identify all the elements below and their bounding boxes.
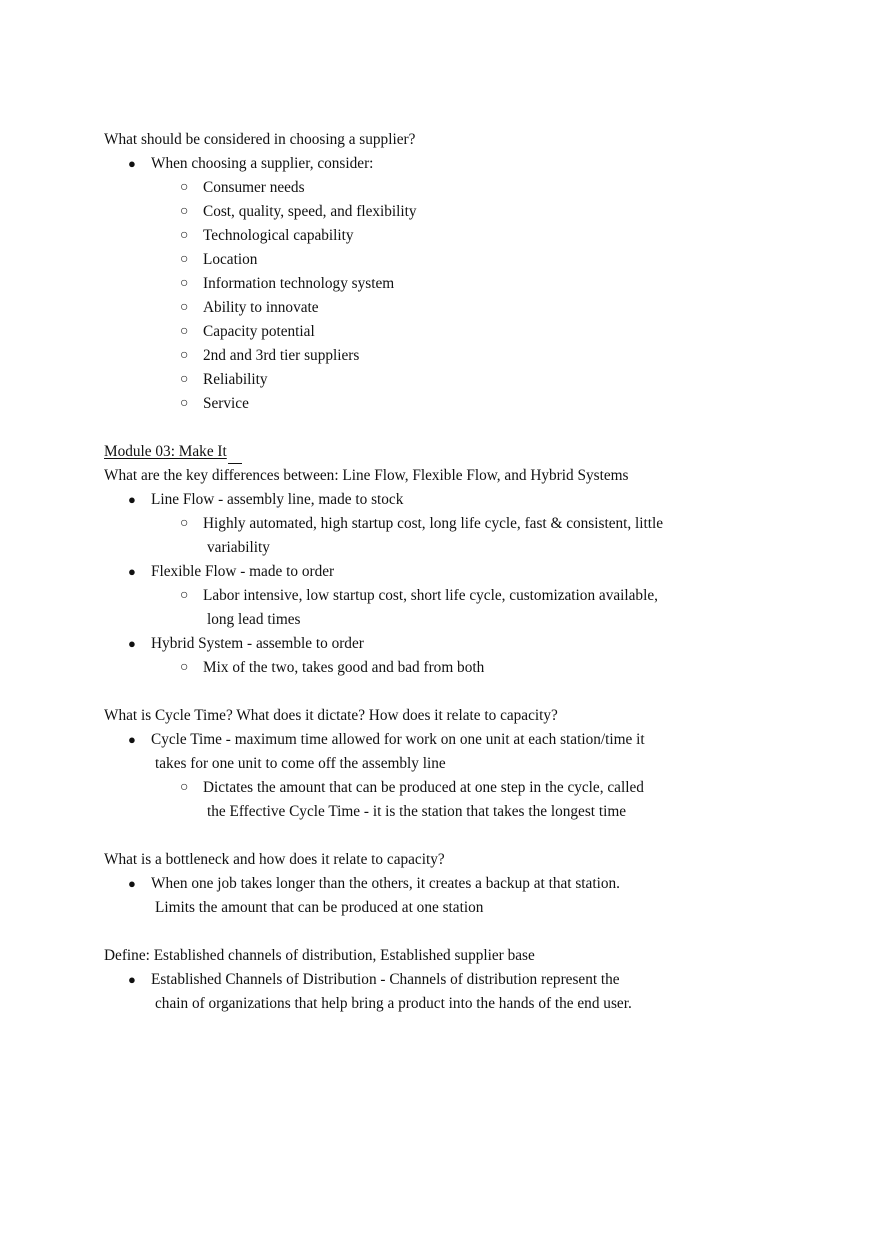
list-item: ● Hybrid System - assemble to order (104, 632, 784, 656)
list-item: ○ Highly automated, high startup cost, long life cycle, fast & consistent, little (104, 512, 784, 536)
list-item: ○ Dictates the amount that can be produced at one step in the cycle, called (104, 776, 784, 800)
supplier-criterion: Service (203, 395, 249, 412)
cycle-question: What is Cycle Time? What does it dictate? How does it relate to capacity? (104, 707, 558, 724)
list-item-continuation: the Effective Cycle Time - it is the station that takes the longest time (207, 803, 627, 820)
sub-bullet-icon: ○ (180, 252, 189, 267)
supplier-criterion: Capacity potential (203, 323, 315, 340)
supplier-criterion: Cost, quality, speed, and flexibility (203, 203, 417, 220)
underline-spacer (228, 448, 242, 464)
bullet-icon: ● (128, 156, 136, 171)
list-item-continuation: long lead times (207, 611, 301, 628)
flow-question: What are the key differences between: Line Flow, Flexible Flow, and Hybrid Systems (104, 467, 629, 484)
sub-bullet-icon: ○ (180, 276, 189, 291)
sub-bullet-icon: ○ (180, 588, 189, 603)
sub-bullet-icon: ○ (180, 396, 189, 411)
list-item (104, 224, 784, 248)
sub-bullet-icon: ○ (180, 300, 189, 315)
supplier-criterion: 2nd and 3rd tier suppliers (203, 347, 360, 364)
notes-content (104, 128, 784, 1016)
bullet-icon: ● (128, 876, 136, 891)
distribution-question: Define: Established channels of distribution, Established supplier base (104, 947, 535, 964)
sub-bullet-icon: ○ (180, 204, 189, 219)
module-heading: Module 03: Make It (104, 440, 784, 464)
bullet-icon: ● (128, 636, 136, 651)
list-item: ● When one job takes longer than the others, it creates a backup at that station. (104, 872, 784, 896)
list-item-continuation: takes for one unit to come off the assembly line (155, 755, 446, 772)
list-item: ○ Labor intensive, low startup cost, short life cycle, customization available, (104, 584, 784, 608)
supplier-criteria-list (104, 176, 784, 416)
bullet-icon: ● (128, 732, 136, 747)
list-item (104, 152, 784, 176)
sub-bullet-icon: ○ (180, 228, 189, 243)
list-item-continuation: Limits the amount that can be produced at one station (155, 899, 484, 916)
supplier-criterion: Technological capability (203, 227, 354, 244)
supplier-criterion: Consumer needs (203, 179, 305, 196)
bullet-icon: ● (128, 972, 136, 987)
supplier-bullet-text: When choosing a supplier, consider: (151, 155, 374, 172)
list-item-continuation: chain of organizations that help bring a product into the hands of the end user. (155, 995, 632, 1012)
sub-bullet-icon: ○ (180, 348, 189, 363)
list-item (104, 296, 784, 320)
bullet-icon: ● (128, 492, 136, 507)
supplier-criterion: Reliability (203, 371, 268, 388)
list-item (104, 392, 784, 416)
list-item (104, 368, 784, 392)
list-item (104, 344, 784, 368)
sub-bullet-icon: ○ (180, 516, 189, 531)
list-item (104, 176, 784, 200)
list-item-continuation: variability (207, 539, 270, 556)
list-item: ● Established Channels of Distribution - Channels of distribution represent the (104, 968, 784, 992)
list-item (104, 248, 784, 272)
list-item (104, 272, 784, 296)
supplier-criterion: Ability to innovate (203, 299, 319, 316)
list-item (104, 200, 784, 224)
list-item (104, 320, 784, 344)
sub-bullet-icon: ○ (180, 180, 189, 195)
sub-bullet-icon: ○ (180, 324, 189, 339)
sub-bullet-icon: ○ (180, 660, 189, 675)
supplier-criterion: Location (203, 251, 258, 268)
sub-bullet-icon: ○ (180, 780, 189, 795)
bullet-icon: ● (128, 564, 136, 579)
list-item: ● Cycle Time - maximum time allowed for work on one unit at each station/time it (104, 728, 784, 752)
list-item: ● Line Flow - assembly line, made to stock (104, 488, 784, 512)
supplier-question: What should be considered in choosing a supplier? (104, 131, 416, 148)
bottleneck-question: What is a bottleneck and how does it relate to capacity? (104, 851, 445, 868)
sub-bullet-icon: ○ (180, 372, 189, 387)
supplier-criterion: Information technology system (203, 275, 395, 292)
list-item: ● Flexible Flow - made to order (104, 560, 784, 584)
list-item: ○ Mix of the two, takes good and bad from both (104, 656, 784, 680)
